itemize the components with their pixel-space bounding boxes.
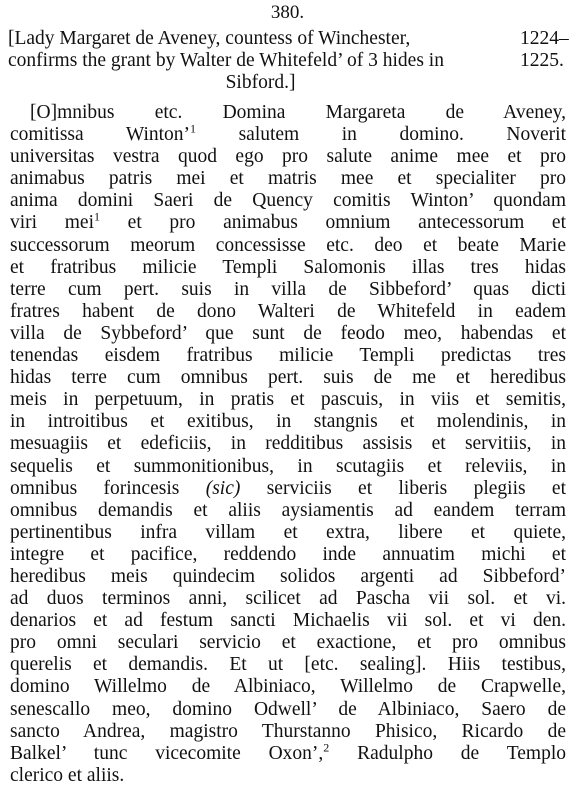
text-line: universitas vestra quod ego pro salute anime mee et pro bbox=[10, 146, 566, 168]
text-line: tenendas eisdem fratribus milicie Templi predictas tres bbox=[10, 345, 566, 367]
text-line: denarios et ad festum sancti Michaelis vii sol. et vi den. bbox=[10, 610, 566, 632]
text-fragment: et pro animabus omnium antecessorum et bbox=[127, 212, 567, 234]
charter-text bbox=[10, 102, 566, 787]
sic-note: (sic) bbox=[205, 477, 241, 499]
text-fragment: serviciis et liberis plegiis et bbox=[266, 477, 567, 499]
text-line: terre cum pert. suis in villa de Sibbeford’ quas dicti bbox=[10, 278, 566, 300]
text-line: omnibus demandis et aliis aysiamentis ad eandem terram bbox=[10, 499, 566, 521]
text-line: successorum meorum concessisse etc. deo et beate Marie bbox=[10, 234, 566, 256]
text-line: heredibus meis quindecim solidos argenti ad Sibbeford’ bbox=[10, 565, 566, 587]
date-line: 1225. bbox=[520, 50, 564, 71]
text-line: querelis et demandis. Et ut [etc. sealing]. Hiis testibus, bbox=[10, 654, 566, 676]
text-line bbox=[10, 121, 566, 146]
text-line bbox=[10, 209, 567, 234]
page-number: 380. bbox=[270, 2, 305, 23]
footnote-mark: 1 bbox=[94, 209, 100, 224]
text-line: anima domini Saeri de Quency comitis Winton’ quondam bbox=[10, 190, 566, 212]
text-line: [O]mnibus etc. Domina Margareta de Aveney, bbox=[30, 102, 566, 123]
text-line: animabus patris mei et matris mee et specialiter pro bbox=[10, 168, 566, 190]
text-line: in introitibus et exitibus, in stangnis et molendinis, in bbox=[10, 411, 566, 433]
summary-line: Sibford.] bbox=[225, 72, 296, 93]
text-line bbox=[10, 740, 566, 765]
footnote-mark: 1 bbox=[190, 121, 197, 136]
text-line: integre et pacifice, reddendo inde annuatim michi et bbox=[10, 543, 566, 565]
text-line: sequelis et summonitionibus, in scutagiis et releviis, in bbox=[10, 455, 566, 477]
footnote-mark: 2 bbox=[323, 740, 330, 755]
text-line: meis in perpetuum, in pratis et pascuis, in viis et semitis, bbox=[10, 389, 566, 411]
text-fragment: Balkel’ tunc vicecomite Oxon’, bbox=[10, 742, 324, 764]
text-fragment: Radulpho de Templo bbox=[357, 742, 566, 764]
charter-heading bbox=[0, 28, 575, 98]
text-line: ad duos terminos anni, scilicet ad Pascha vii sol. et vi. bbox=[10, 588, 566, 610]
text-fragment: viri mei bbox=[10, 212, 94, 234]
text-line: pro omni seculari servicio et exactione, et pro omnibus bbox=[10, 632, 566, 654]
text-line: domino Willelmo de Albiniaco, Willelmo de Crapwelle, bbox=[10, 676, 566, 698]
text-line: fratres habent de dono Walteri de Whitefeld in eadem bbox=[10, 300, 566, 322]
summary-line: [Lady Margaret de Aveney, countess of Winchester, bbox=[8, 28, 411, 49]
text-line: hidas terre cum omnibus pert. suis de me et heredibus bbox=[10, 367, 566, 389]
text-line: pertinentibus infra villam et extra, libere et quiete, bbox=[10, 521, 566, 543]
text-line: senescallo meo, domino Odwell’ de Albiniaco, Saero de bbox=[10, 698, 566, 720]
summary-line: confirms the grant by Walter de Whitefeld’ of 3 hides in bbox=[8, 50, 444, 71]
text-line bbox=[10, 478, 566, 500]
charter-summary bbox=[8, 28, 513, 94]
text-fragment: salutem in domino. Noverit bbox=[238, 124, 566, 146]
text-line: et fratribus milicie Templi Salomonis illas tres hidas bbox=[10, 256, 566, 278]
text-line: clerico et aliis. bbox=[10, 764, 125, 786]
text-line: villa de Sybbeford’ que sunt de feodo meo, habendas et bbox=[10, 322, 566, 344]
charter-date bbox=[520, 28, 575, 72]
text-fragment: comitissa Winton’ bbox=[10, 124, 191, 146]
text-line: sancto Andrea, magistro Thurstanno Phisico, Ricardo de bbox=[10, 720, 566, 742]
text-fragment: omnibus forincesis bbox=[10, 477, 180, 499]
date-line: 1224– bbox=[520, 28, 569, 49]
text-line: mesuagiis et edeficiis, in redditibus assisis et servitiis, in bbox=[10, 433, 566, 455]
